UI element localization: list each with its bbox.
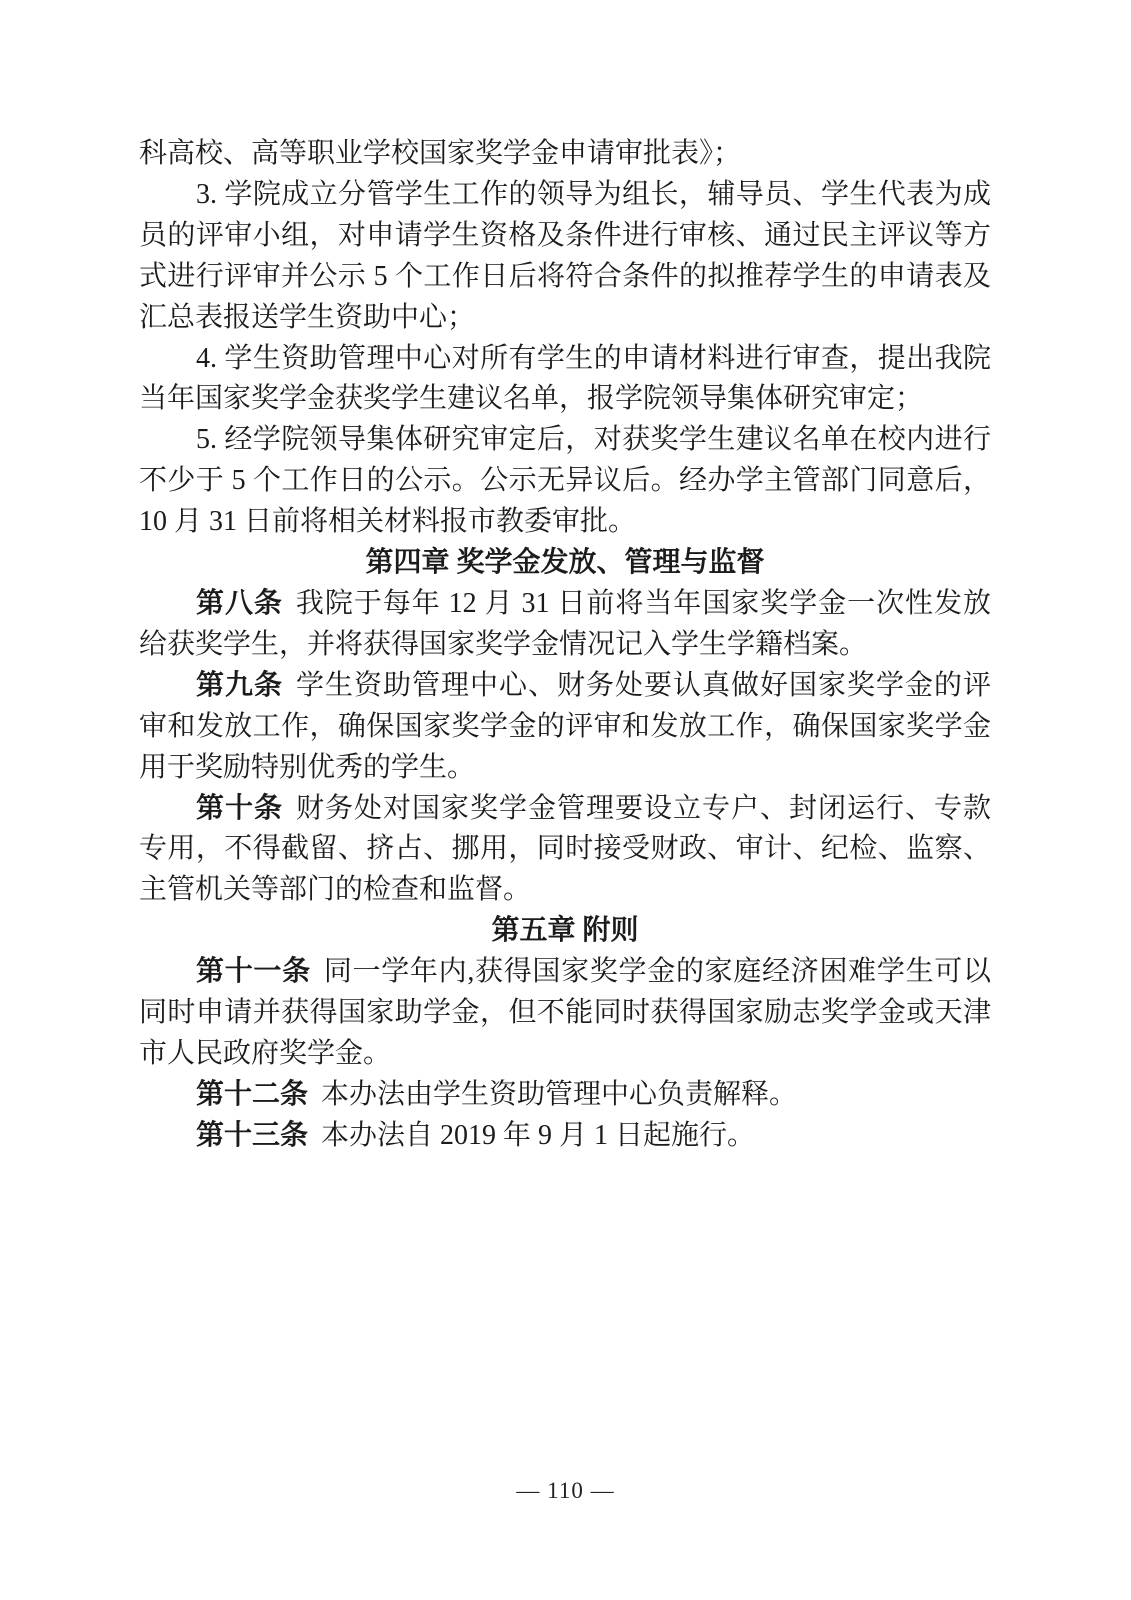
article-12-label: 第十二条	[196, 1078, 309, 1110]
page-number: — 110 —	[516, 1478, 615, 1503]
article-10-text: 财务处对国家奖学金管理要设立专户、封闭运行、专款专用，不得截留、挤占、挪用，同时接受财政、审计、纪检、监察、主管机关等部门的检查和监督。	[139, 792, 991, 906]
document-body	[139, 134, 991, 1157]
chapter-heading-4: 第四章 奖学金发放、管理与监督	[365, 547, 765, 579]
article-11-label: 第十一条	[196, 956, 311, 988]
chapter-heading-5: 第五章 附则	[491, 915, 639, 947]
article-13-paragraph	[139, 1116, 991, 1157]
article-9-paragraph	[139, 666, 991, 789]
article-12-text: 本办法由学生资助管理中心负责解释。	[321, 1078, 798, 1110]
paragraph-continuation: 科高校、高等职业学校国家奖学金申请审批表》；	[139, 138, 742, 169]
article-9-text: 学生资助管理中心、财务处要认真做好国家奖学金的评审和发放工作，确保国家奖学金的评审和发放工作，确保国家奖学金用于奖励特别优秀的学生。	[139, 669, 991, 783]
article-13-text: 本办法自 2019 年 9 月 1 日起施行。	[321, 1119, 756, 1151]
article-9-label: 第九条	[196, 669, 283, 701]
list-item-3: 3. 学院成立分管学生工作的领导为组长，辅导员、学生代表为成员的评审小组，对申请学生资格及条件进行审核、通过民主评议等方式进行评审并公示 5 个工作日后将符合条件的拟推荐学生的申请表及汇总表报送学生资助中心；	[139, 178, 991, 333]
article-8-paragraph	[139, 584, 991, 666]
article-13-label: 第十三条	[196, 1119, 309, 1151]
list-item-4: 4. 学生资助管理中心对所有学生的申请材料进行审查，提出我院当年国家奖学金获奖学生建议名单，报学院领导集体研究审定；	[139, 342, 991, 415]
article-8-label: 第八条	[196, 587, 283, 619]
article-11-paragraph	[139, 952, 991, 1075]
article-11-text: 同一学年内,获得国家奖学金的家庭经济困难学生可以同时申请并获得国家助学金，但不能同时获得国家励志奖学金或天津市人民政府奖学金。	[139, 956, 991, 1069]
list-item-5: 5. 经学院领导集体研究审定后，对获奖学生建议名单在校内进行不少于 5 个工作日的公示。公示无异议后。经办学主管部门同意后，10 月 31 日前将相关材料报市教委审批。	[139, 424, 991, 538]
article-12-paragraph	[139, 1075, 991, 1116]
article-8-text: 我院于每年 12 月 31 日前将当年国家奖学金一次性发放给获奖学生，并将获得国家奖学金情况记入学生学籍档案。	[139, 587, 991, 660]
article-10-label: 第十条	[196, 792, 283, 824]
article-10-paragraph	[139, 789, 991, 912]
